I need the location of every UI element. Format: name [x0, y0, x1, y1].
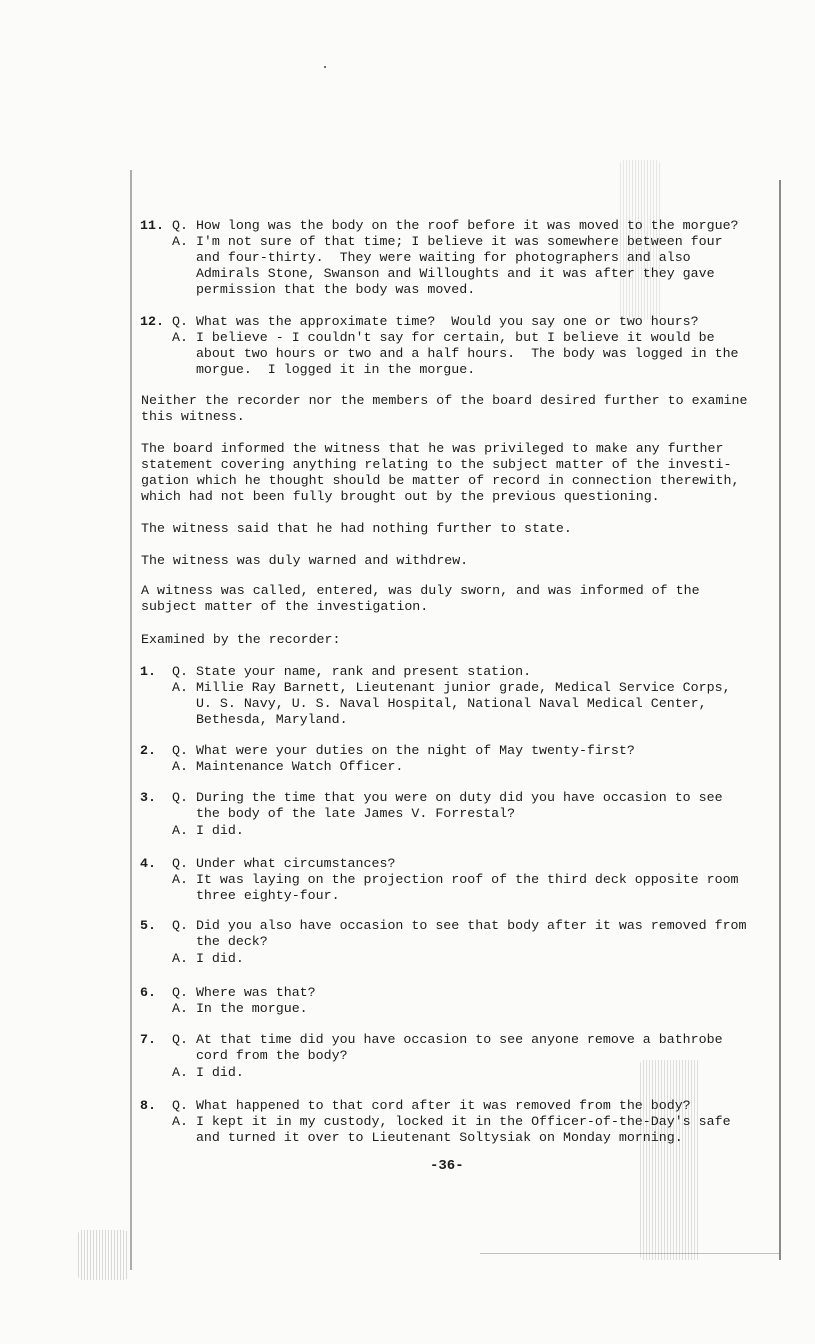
qa-line: and turned it over to Lieutenant Soltysiak on Monday morning.: [172, 1130, 683, 1145]
qa-line: Q. What was the approximate time? Would you say one or two hours?: [172, 314, 699, 329]
paragraph-line: The witness said that he had nothing further to state.: [141, 521, 572, 536]
paragraph: [141, 583, 771, 615]
paragraph-line: The witness was duly warned and withdrew.: [141, 553, 469, 568]
qa-line: about two hours or two and a half hours. The body was logged in the: [172, 346, 739, 361]
qa-line: Q. Where was that?: [172, 985, 316, 1000]
qa-line: A. I kept it in my custody, locked it in the Officer-of-the-Day's safe: [172, 1114, 731, 1129]
qa-line: the body of the late James V. Forrestal?: [172, 806, 516, 821]
question-number: 1.: [140, 664, 156, 679]
paragraph-line: statement covering anything relating to the subject matter of the investi-: [141, 457, 732, 472]
qa-line: Q. At that time did you have occasion to see anyone remove a bathrobe: [172, 1032, 723, 1047]
bottom-rule: [480, 1253, 780, 1254]
paragraph: [141, 441, 771, 505]
paragraph: [141, 393, 771, 425]
right-margin-line: [779, 180, 781, 1260]
paragraph: [141, 521, 771, 537]
qa-line: Q. What were your duties on the night of May twenty-first?: [172, 743, 635, 758]
qa-line: Admirals Stone, Swanson and Willoughts and it was after they gave: [172, 266, 715, 281]
qa-line: A. It was laying on the projection roof of the third deck opposite room: [172, 872, 739, 887]
qa-line: Bethesda, Maryland.: [172, 712, 348, 727]
qa-line: A. I did.: [172, 823, 244, 838]
paragraph-line: A witness was called, entered, was duly sworn, and was informed of the: [141, 583, 700, 598]
qa-line: Q. How long was the body on the roof before it was moved to the morgue?: [172, 218, 739, 233]
paragraph-line: gation which he thought should be matter of record in connection therewith,: [141, 473, 740, 488]
question-number: 3.: [140, 790, 156, 805]
qa-line: A. Maintenance Watch Officer.: [172, 759, 404, 774]
qa-line: cord from the body?: [172, 1048, 348, 1063]
question-number: 8.: [140, 1098, 156, 1113]
paragraph: [141, 632, 771, 648]
paragraph-line: this witness.: [141, 409, 245, 424]
qa-line: Q. During the time that you were on duty did you have occasion to see: [172, 790, 723, 805]
qa-line: Q. State your name, rank and present station.: [172, 664, 532, 679]
qa-line: U. S. Navy, U. S. Naval Hospital, National Naval Medical Center,: [172, 696, 707, 711]
qa-line: A. I did.: [172, 951, 244, 966]
qa-line: three eighty-four.: [172, 888, 340, 903]
speck: [324, 66, 326, 68]
qa-line: Q. Did you also have occasion to see that body after it was removed from: [172, 918, 747, 933]
paragraph: [141, 553, 771, 569]
question-number: 7.: [140, 1032, 156, 1047]
qa-line: A. I believe - I couldn't say for certain, but I believe it would be: [172, 330, 715, 345]
qa-line: A. Millie Ray Barnett, Lieutenant junior grade, Medical Service Corps,: [172, 680, 731, 695]
paragraph-line: which had not been fully brought out by the previous questioning.: [141, 489, 660, 504]
qa-line: A. In the morgue.: [172, 1001, 308, 1016]
question-number: 12.: [140, 314, 164, 329]
qa-line: permission that the body was moved.: [172, 282, 476, 297]
question-number: 5.: [140, 918, 156, 933]
qa-line: and four-thirty. They were waiting for photographers and also: [172, 250, 691, 265]
question-number: 11.: [140, 218, 164, 233]
qa-line: morgue. I logged it in the morgue.: [172, 362, 476, 377]
left-margin-line: [130, 170, 132, 1270]
page-number: -36-: [430, 1158, 464, 1174]
qa-line: Q. What happened to that cord after it was removed from the body?: [172, 1098, 691, 1113]
qa-line: the deck?: [172, 934, 268, 949]
scan-noise: [78, 1230, 128, 1280]
paragraph-line: Examined by the recorder:: [141, 632, 341, 647]
qa-line: Q. Under what circumstances?: [172, 856, 396, 871]
paragraph-line: Neither the recorder nor the members of the board desired further to examine: [141, 393, 748, 408]
qa-line: A. I did.: [172, 1065, 244, 1080]
qa-line: A. I'm not sure of that time; I believe it was somewhere between four: [172, 234, 723, 249]
question-number: 2.: [140, 743, 156, 758]
scan-noise: [640, 1060, 700, 1260]
paragraph-line: subject matter of the investigation.: [141, 599, 429, 614]
question-number: 6.: [140, 985, 156, 1000]
question-number: 4.: [140, 856, 156, 871]
paragraph-line: The board informed the witness that he was privileged to make any further: [141, 441, 724, 456]
